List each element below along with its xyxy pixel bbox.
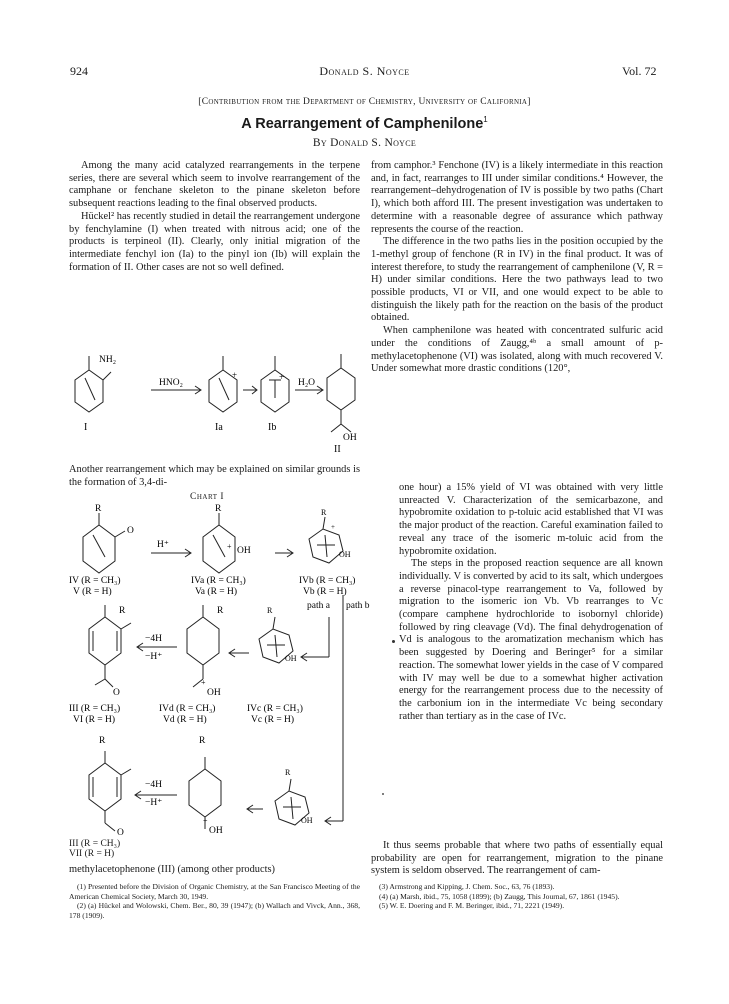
right-column-top xyxy=(371,160,663,376)
footnote-1: (1) Presented before the Division of Organic Chemistry, at the San Francisco Meeting of the American Chemical Society, March 30, 1949. xyxy=(69,882,360,901)
print-mark xyxy=(382,793,384,795)
footnote-4: (4) (a) Marsh, ibid., 75, 1058 (1899); (b) Zaugg, This Journal, 67, 1861 (1945). xyxy=(379,891,620,901)
structure-VII xyxy=(89,751,131,831)
compound-iv: IV (R = CH₃) xyxy=(69,576,121,586)
compound-vi: VI (R = H) xyxy=(73,715,116,725)
r-label: R xyxy=(95,504,102,514)
footnote-2: (2) (a) Hückel and Wolowski, Chem. Ber., 80, 39 (1947); (b) Wallach and Vivck, Ann., 368, 178 (1909). xyxy=(69,901,360,920)
oh-label: OH xyxy=(339,550,351,559)
r-label: R xyxy=(267,606,273,615)
r-label: R xyxy=(321,508,327,517)
cation-plus: + xyxy=(201,678,206,687)
paragraph: Another rearrangement which may be explained on similar grounds is the formation of 3,4-di- xyxy=(69,464,360,488)
compound-vc: Vc (R = H) xyxy=(251,715,295,725)
compound-va: Va (R = H) xyxy=(195,587,238,597)
left-column-intro xyxy=(69,160,360,274)
o-label: O xyxy=(127,526,134,536)
h-plus-reagent: H⁺ xyxy=(157,540,169,550)
paragraph: from camphor.³ Fenchone (IV) is a likely intermediate in this reaction and, in fact, rearranges to III under similar conditions.⁴ However, the rearrangement–dehydrogenation of IV is possible by two paths (Chart I), which both afford III. The present investigation was undertaken to determine with a reasonable degree of assurance which pathway represents the course of the reaction. xyxy=(371,160,663,235)
chart-title: Chart I xyxy=(190,492,225,502)
minus-h-plus: −H⁺ xyxy=(145,652,163,662)
paragraph: The difference in the two paths lies in the position occupied by the 1-methyl group of fenchone (R in IV) in the final product. It was of interest therefore, to study the rearrangement of camphenilone (V, R = H) under similar conditions. Here the two pathways lead to two possible products, VI or VII, and one would expect to be able to distinguish the likely path for the reaction on the basis of the product obtained. xyxy=(371,236,663,324)
cation-plus: + xyxy=(279,372,285,382)
paragraph: When camphenilone was heated with concentrated sulfuric acid under the conditions of Zaugg,⁴ᵇ a small amount of p-methylacetophenone (VI) was isolated, along with much recovered V. Under somewhat more drastic conditions (120°, xyxy=(371,325,663,375)
title-text: A Rearrangement of Camphenilone xyxy=(241,115,484,132)
compound-iii-bottom: III (R = CH₃) xyxy=(69,839,121,849)
oh-label: OH xyxy=(209,826,223,836)
left-column-end xyxy=(69,864,360,877)
hno2-reagent: HNO₂ xyxy=(159,378,183,388)
compound-vii: VII (R = H) xyxy=(69,849,115,859)
label-I: I xyxy=(84,422,88,433)
r-label: R xyxy=(285,768,291,777)
title-footnote-mark: 1 xyxy=(483,115,488,124)
nh2-label: NH₂ xyxy=(99,355,117,365)
structure-IV xyxy=(83,513,125,573)
o-label: O xyxy=(113,688,120,698)
compound-iii: III (R = CH₃) xyxy=(69,704,121,714)
right-column-middle xyxy=(399,482,663,723)
structure-II xyxy=(327,354,355,432)
path-a-label: path a xyxy=(307,601,330,611)
footnote-5: (5) W. E. Doering and F. M. Beringer, ibid., 71, 2221 (1949). xyxy=(379,901,565,911)
footnote-3: (3) Armstrong and Kipping, J. Chem. Soc., 63, 76 (1893). xyxy=(379,882,555,891)
minus-h-plus: −H⁺ xyxy=(145,798,163,808)
paragraph: The steps in the proposed reaction sequence are all known individually. V is converted by acid to its salt, which undergoes a reverse pinacol-type rearrangement to Va, followed by migration to the isomeric ion Vb. Vb rearranges to Vc (compare camphene hydrochloride to isobornyl chloride) followed by ring cleavage (Vd). The final dehydrogenation of Vd is analogous to the aromatization mechanism which has been suggested by Doering and Beringer⁵ for a similar reaction. The somewhat lower yields in the case of V compared with IV may well be due to a somewhat higher activation energy for the rearrangement process due to the necessity of the carbonium ion in the intermediate Vc being secondary rather than tertiary as in the case of IVc. xyxy=(399,558,664,722)
r-label: R xyxy=(215,504,222,514)
structure-IVb xyxy=(309,517,343,563)
cation-plus: + xyxy=(203,816,208,825)
paragraph: methylacetophenone (III) (among other products) xyxy=(69,864,276,875)
structure-IVd xyxy=(187,605,219,687)
oh-label: OH xyxy=(237,546,251,556)
label-Ib: Ib xyxy=(268,422,277,433)
r-label: R xyxy=(99,736,106,746)
paragraph: Among the many acid catalyzed rearrangements in the terpene series, there are several which seem to involve rearrangement of the camphane or fenchane skeleton to the pinane skeleton before subsequent reactions leading to the final observed products. xyxy=(69,160,360,210)
volume-number: Vol. 72 xyxy=(622,64,657,78)
oh-label: OH xyxy=(343,433,357,443)
left-column-bridge xyxy=(69,464,360,489)
page-number: 924 xyxy=(70,64,88,78)
oh-label: OH xyxy=(285,654,297,663)
h2o-reagent: H₂O xyxy=(298,378,316,388)
footnotes-left xyxy=(69,882,360,920)
paragraph: one hour) a 15% yield of VI was obtained with very little unreacted V. Characterization of the semicarbazone, and hypobromite oxidation to p-toluic acid established that VI was the major product of the reaction. Careful examination failed to reveal any trace of the isomeric m-toluic acid from the hypobromite oxidation. xyxy=(399,482,663,557)
right-column-end xyxy=(371,840,663,878)
chart-I-scheme xyxy=(69,504,370,838)
compound-ivb: IVb (R = CH₃) xyxy=(299,576,356,586)
print-mark xyxy=(392,640,395,643)
structure-III xyxy=(89,605,131,687)
oh-label: OH xyxy=(301,816,313,825)
footnotes-right xyxy=(371,882,663,911)
path-b-label: path b xyxy=(346,601,370,611)
contribution-line: [Contribution from the Department of Chemistry, University of California] xyxy=(198,97,531,107)
compound-iva: IVa (R = CH₃) xyxy=(191,576,246,586)
cation-plus: + xyxy=(227,542,232,551)
fenchylamine-rearrangement-scheme xyxy=(69,348,360,456)
r-label: R xyxy=(199,736,206,746)
running-head-author: Donald S. Noyce xyxy=(319,64,410,78)
label-II: II xyxy=(334,444,341,455)
minus-4h: −4H xyxy=(145,634,162,644)
structure-Ia xyxy=(209,356,237,412)
cation-plus: + xyxy=(331,523,335,531)
cation-plus: + xyxy=(232,370,238,380)
o-label: O xyxy=(117,828,124,838)
byline: By Donald S. Noyce xyxy=(312,137,417,149)
article-title xyxy=(0,115,729,132)
compound-vd: Vd (R = H) xyxy=(163,715,207,725)
compound-ivc: IVc (R = CH₃) xyxy=(247,704,303,714)
paragraph: It thus seems probable that where two paths of essentially equal probability are open for rearrangement, migration to the pinane system is seldom observed. The rearrangement of cam- xyxy=(371,840,663,877)
structure-Ib xyxy=(261,356,289,412)
oh-label: OH xyxy=(207,688,221,698)
minus-4h: −4H xyxy=(145,780,162,790)
compound-v: V (R = H) xyxy=(73,587,112,597)
compound-vb: Vb (R = H) xyxy=(303,587,347,597)
r-label: R xyxy=(217,606,224,616)
r-label: R xyxy=(119,606,126,616)
paragraph: Hückel² has recently studied in detail the rearrangement undergone by fenchylamine (I) when treated with nitrous acid; one of the products is terpineol (II). Clearly, only initial migration of the intermediate fenchyl ion (Ia) to the pinyl ion (Ib) will explain the formation of II. Other cases are not so well defined. xyxy=(69,210,360,273)
compound-ivd: IVd (R = CH₃) xyxy=(159,704,216,714)
label-Ia: Ia xyxy=(215,422,223,433)
